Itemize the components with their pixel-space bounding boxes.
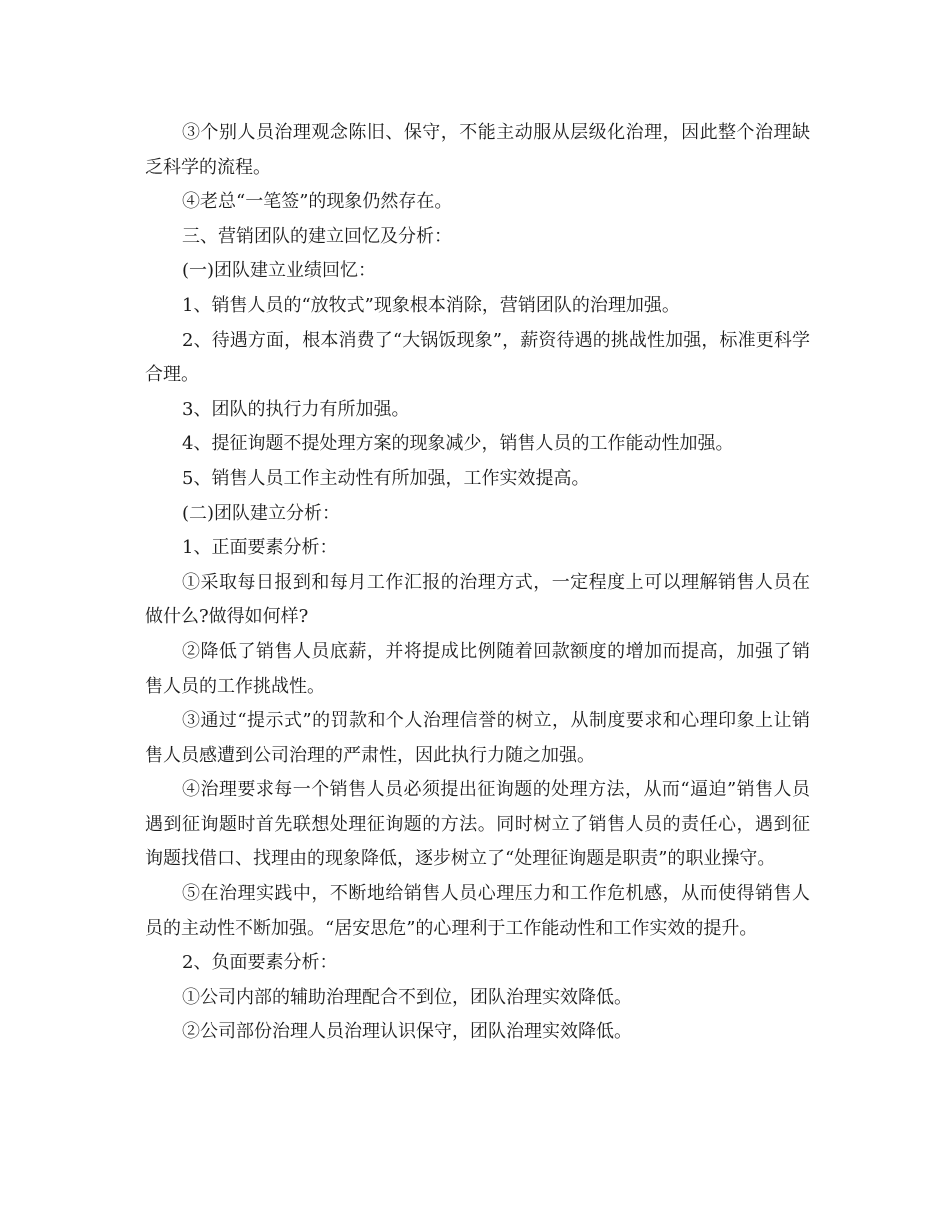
negative-factor-1: ①公司内部的辅助治理配合不到位，团队治理实效降低。 bbox=[182, 986, 632, 1008]
heading-positive-factors: 1、正面要素分析： bbox=[182, 537, 338, 559]
positive-factor-4: ④治理要求每一个销售人员必须提出征询题的处理方法，从而“逼迫”销售人员遇到征询题时首先联想处理征询题的方法。同时树立了销售人员的责任心，遇到征询题找借口、找理由的现象降低，逐步树立了“处理征询题是职责”的职业操守。 bbox=[145, 779, 810, 870]
list-item-1: 1、销售人员的“放牧式”现象根本消除，营销团队的治理加强。 bbox=[182, 294, 680, 316]
list-item-5: 5、销售人员工作主动性有所加强，工作实效提高。 bbox=[182, 467, 590, 489]
subsection-heading-team-analysis: (二)团队建立分析： bbox=[182, 502, 341, 524]
list-item-3: 3、团队的执行力有所加强。 bbox=[182, 398, 410, 420]
positive-factor-3: ③通过“提示式”的罚款和个人治理信誉的树立，从制度要求和心理印象上让销售人员感遭到公司治理的严肃性，因此执行力随之加强。 bbox=[145, 710, 810, 766]
list-item-2: 2、待遇方面，根本消费了“大锅饭现象”，薪资待遇的挑战性加强，标准更科学合理。 bbox=[145, 329, 810, 386]
negative-factor-2: ②公司部份治理人员治理认识保守，团队治理实效降低。 bbox=[182, 1021, 632, 1043]
document-body bbox=[145, 116, 810, 1050]
paragraph-3-management-concept: ③个别人员治理观念陈旧、保守，不能主动服从层级化治理，因此整个治理缺乏科学的流程。 bbox=[145, 122, 810, 178]
list-item-4: 4、提征询题不提处理方案的现象减少，销售人员的工作能动性加强。 bbox=[182, 433, 734, 455]
paragraph-4-single-signature: ④老总“一笔签”的现象仍然存在。 bbox=[182, 191, 453, 213]
positive-factor-1: ①采取每日报到和每月工作汇报的治理方式，一定程度上可以理解销售人员在做什么?做得如何样? bbox=[145, 571, 810, 628]
section-heading-team-building: 三、营销团队的建立回忆及分析： bbox=[182, 225, 452, 247]
positive-factor-2: ②降低了销售人员底薪，并将提成比例随着回款额度的增加而提高，加强了销售人员的工作挑战性。 bbox=[145, 640, 810, 697]
subsection-heading-performance-review: (一)团队建立业绩回忆： bbox=[182, 260, 377, 282]
positive-factor-5: ⑤在治理实践中，不断地给销售人员心理压力和工作危机感，从而使得销售人员的主动性不断加强。“居安思危”的心理利于工作能动性和工作实效的提升。 bbox=[145, 883, 810, 939]
heading-negative-factors: 2、负面要素分析： bbox=[182, 952, 338, 974]
